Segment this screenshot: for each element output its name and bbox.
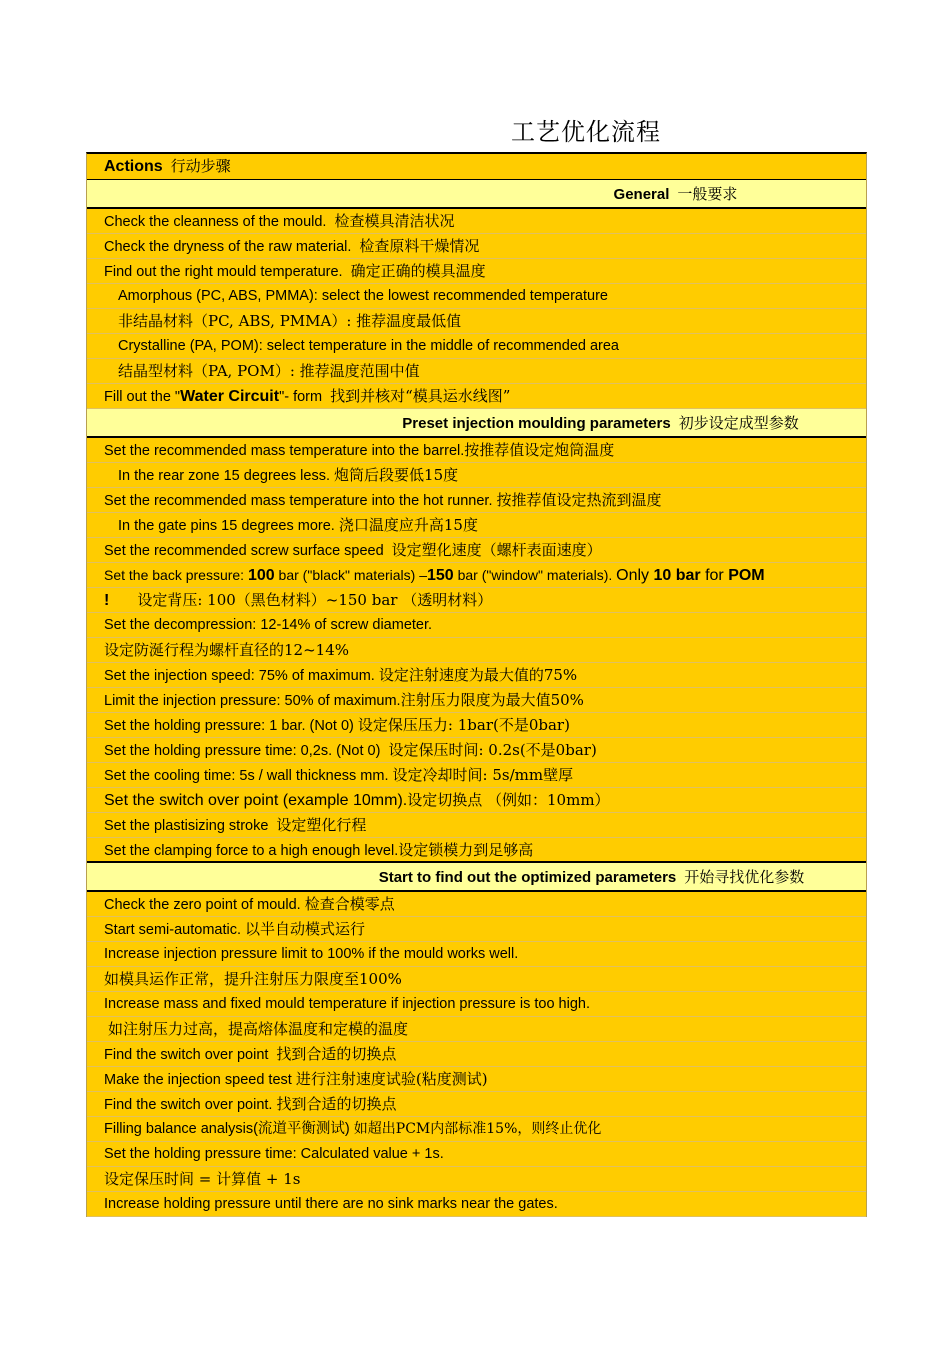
table-row: Find the switch over point. 找到合适的切换点 bbox=[87, 1092, 866, 1117]
header-en: Actions bbox=[104, 158, 163, 175]
section-general bbox=[87, 180, 866, 209]
table-row: In the rear zone 15 degrees less. 炮筒后段要低15度 bbox=[87, 463, 866, 488]
table-row: Check the dryness of the raw material. 检查原料干燥情况 bbox=[87, 234, 866, 259]
table-row: Crystalline (PA, POM): select temperature in the middle of recommended area bbox=[87, 334, 866, 359]
table-row: Set the switch over point (example 10mm).设定切换点 （例如：10mm） bbox=[87, 788, 866, 813]
table-row: Filling balance analysis(流道平衡测试) 如超出PCM内部标准15%，则终止优化 bbox=[87, 1117, 866, 1142]
table-row: Set the back pressure: 100 bar ("black" materials) –150 bar ("window" materials). Only 10 bar for POM bbox=[87, 563, 866, 588]
table-row: In the gate pins 15 degrees more. 浇口温度应升高15度 bbox=[87, 513, 866, 538]
table-row: Start semi-automatic. 以半自动模式运行 bbox=[87, 917, 866, 942]
table-row: Set the cooling time: 5s / wall thickness mm. 设定冷却时间: 5s/mm壁厚 bbox=[87, 763, 866, 788]
table-row: 结晶型材料（PA, POM）: 推荐温度范围中值 bbox=[87, 359, 866, 384]
table-row: Set the decompression: 12-14% of screw diameter. bbox=[87, 613, 866, 638]
table-row: Amorphous (PC, ABS, PMMA): select the lowest recommended temperature bbox=[87, 284, 866, 309]
table-row: 非结晶材料（PC, ABS, PMMA）: 推荐温度最低值 bbox=[87, 309, 866, 334]
section-optimize-en: Start to find out the optimized parameters bbox=[378, 869, 677, 886]
table-row: Increase holding pressure until there are no sink marks near the gates. bbox=[87, 1192, 866, 1217]
process-table bbox=[86, 152, 867, 1217]
table-row: Set the injection speed: 75% of maximum. 设定注射速度为最大值的75% bbox=[87, 663, 866, 688]
section-preset bbox=[87, 409, 866, 438]
section-optimize-zh: 开始寻找优化参数 bbox=[684, 868, 805, 886]
table-row: 设定保压时间 = 计算值 + 1s bbox=[87, 1167, 866, 1192]
table-row: 设定防涎行程为螺杆直径的12~14% bbox=[87, 638, 866, 663]
table-row: Set the recommended mass temperature into the hot runner. 按推荐值设定热流到温度 bbox=[87, 488, 866, 513]
table-header-row bbox=[87, 154, 866, 180]
header-zh: 行动步骤 bbox=[170, 157, 231, 175]
table-row: Increase mass and fixed mould temperature if injection pressure is too high. bbox=[87, 992, 866, 1017]
table-row: Set the holding pressure time: Calculated value + 1s. bbox=[87, 1142, 866, 1167]
section-optimize bbox=[87, 863, 866, 892]
table-row: Fill out the "Water Circuit"- form 找到并核对“模具运水线图” bbox=[87, 384, 866, 409]
table-row: Set the holding pressure time: 0,2s. (Not 0) 设定保压时间: 0.2s(不是0bar) bbox=[87, 738, 866, 763]
table-row: Increase injection pressure limit to 100% if the mould works well. bbox=[87, 942, 866, 967]
document-title: 工艺优化流程 bbox=[511, 118, 661, 146]
section-general-en: General bbox=[613, 186, 670, 203]
table-row: Set the clamping force to a high enough level.设定锁模力到足够高 bbox=[87, 838, 866, 863]
table-row: Find out the right mould temperature. 确定正确的模具温度 bbox=[87, 259, 866, 284]
table-row: Set the recommended mass temperature into the barrel.按推荐值设定炮筒温度 bbox=[87, 438, 866, 463]
section-preset-en: Preset injection moulding parameters bbox=[402, 415, 671, 432]
table-row: Set the holding pressure: 1 bar. (Not 0) 设定保压压力: 1bar(不是0bar) bbox=[87, 713, 866, 738]
table-row: Check the zero point of mould. 检查合模零点 bbox=[87, 892, 866, 917]
table-row: Make the injection speed test 进行注射速度试验(粘度测试) bbox=[87, 1067, 866, 1092]
table-row: Check the cleanness of the mould. 检查模具清洁状况 bbox=[87, 209, 866, 234]
section-general-zh: 一般要求 bbox=[677, 185, 738, 203]
table-row: Set the recommended screw surface speed 设定塑化速度（螺杆表面速度） bbox=[87, 538, 866, 563]
table-row: 如模具运作正常，提升注射压力限度至100% bbox=[87, 967, 866, 992]
table-row: Set the plastisizing stroke 设定塑化行程 bbox=[87, 813, 866, 838]
table-row: ! 设定背压: 100（黑色材料）~150 bar （透明材料） bbox=[87, 588, 866, 613]
table-row: 如注射压力过高，提高熔体温度和定模的温度 bbox=[87, 1017, 866, 1042]
table-row: Find the switch over point 找到合适的切换点 bbox=[87, 1042, 866, 1067]
table-row: Limit the injection pressure: 50% of maximum.注射压力限度为最大值50% bbox=[87, 688, 866, 713]
section-preset-zh: 初步设定成型参数 bbox=[678, 414, 799, 432]
